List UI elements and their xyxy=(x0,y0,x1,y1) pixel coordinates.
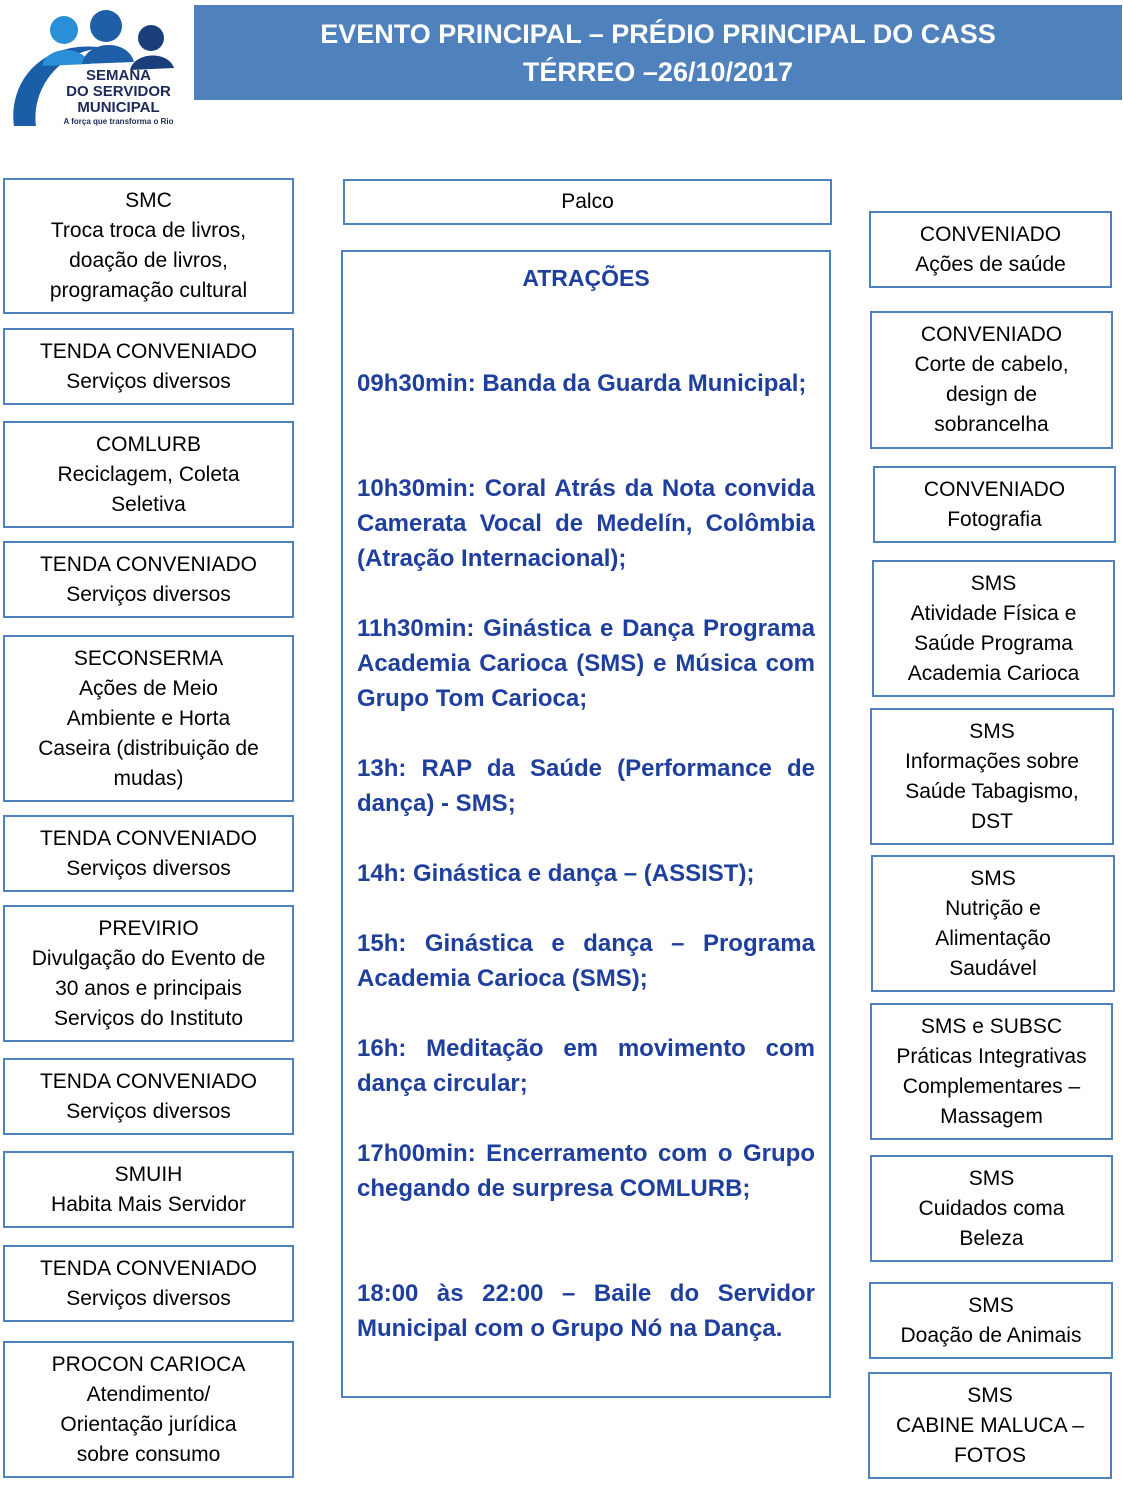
booth-line: Orientação jurídica xyxy=(60,1412,237,1436)
booth-title: CONVENIADO xyxy=(923,477,1066,501)
booth-sms-beleza xyxy=(870,1155,1113,1262)
booth-line: Caseira (distribuição de xyxy=(38,736,259,760)
booth-line: Fotografia xyxy=(947,507,1042,531)
booth-line: 30 anos e principais xyxy=(55,976,242,1000)
booth-line: Serviços do Instituto xyxy=(53,1006,244,1030)
booth-line: Serviços diversos xyxy=(66,1286,231,1310)
booth-line: Práticas Integrativas xyxy=(896,1044,1087,1068)
booth-line: FOTOS xyxy=(954,1443,1026,1467)
attraction-item: 16h: Meditação em movimento com dança circular; xyxy=(357,1035,815,1097)
header-banner xyxy=(194,5,1122,100)
booth-line: Divulgação do Evento de xyxy=(31,946,266,970)
booth-title: SMS e SUBSC xyxy=(920,1014,1063,1038)
booth-tenda-conveniado xyxy=(3,1058,294,1135)
attraction-item: 10h30min: Coral Atrás da Nota convida Camerata Vocal de Medelín, Colômbia (Atração Internacional); xyxy=(357,475,815,572)
booth-line: Saúde Programa xyxy=(914,631,1073,655)
header-title-line-1: EVENTO PRINCIPAL – PRÉDIO PRINCIPAL DO CASS xyxy=(320,18,996,49)
booth-conveniado-fotografia xyxy=(873,466,1116,543)
booth-line: Atividade Física e xyxy=(910,601,1077,625)
logo-line-1: SEMANA xyxy=(85,67,151,84)
booth-smc xyxy=(3,178,294,314)
booth-sms-tabagismo xyxy=(870,708,1114,845)
booth-tenda-conveniado xyxy=(3,815,294,892)
booth-tenda-conveniado xyxy=(3,1245,294,1322)
booth-line: Alimentação xyxy=(935,926,1051,950)
logo-text xyxy=(56,68,181,128)
booth-line: Troca troca de livros, xyxy=(50,219,247,242)
booth-conveniado-saude xyxy=(869,211,1112,288)
booth-line: Complementares – xyxy=(902,1074,1081,1098)
booth-line: CABINE MALUCA – xyxy=(896,1413,1084,1437)
booth-title: SMS xyxy=(970,866,1016,890)
attraction-item: 11h30min: Ginástica e Dança Programa Academia Carioca (SMS) e Música com Grupo Tom Carioca; xyxy=(357,615,815,712)
booth-title: SECONSERMA xyxy=(73,646,224,670)
booth-conveniado-cabelo xyxy=(870,311,1113,449)
booth-smuih xyxy=(3,1151,294,1228)
booth-line: Beleza xyxy=(959,1226,1024,1250)
booth-line: Massagem xyxy=(940,1104,1043,1128)
booth-line: Ambiente e Horta xyxy=(66,706,231,730)
attraction-item: 14h: Ginástica e dança – (ASSIST); xyxy=(357,860,755,887)
booth-title: SMS xyxy=(968,1293,1014,1317)
booth-title: SMS xyxy=(967,1383,1013,1407)
booth-line: Serviços diversos xyxy=(66,1099,231,1123)
logo-line-3: MUNICIPAL xyxy=(77,99,160,116)
booth-line: mudas) xyxy=(113,766,184,790)
booth-line: Saúde Tabagismo, xyxy=(905,779,1079,803)
attraction-item: 18:00 às 22:00 – Baile do Servidor Municipal com o Grupo Nó na Dança. xyxy=(357,1280,815,1342)
booth-line: sobre consumo xyxy=(76,1442,221,1466)
booth-title: CONVENIADO xyxy=(919,222,1062,246)
booth-title: SMC xyxy=(125,189,172,212)
logo-tagline: A força que transforma o Rio xyxy=(63,117,174,126)
booth-title: SMUIH xyxy=(114,1162,183,1186)
booth-tenda-conveniado xyxy=(3,328,294,405)
booth-line: Atendimento/ xyxy=(86,1382,211,1406)
booth-sms-atividade-fisica xyxy=(872,560,1115,697)
booth-tenda-conveniado xyxy=(3,541,294,618)
booth-title: TENDA CONVENIADO xyxy=(39,1069,258,1093)
booth-line: Serviços diversos xyxy=(66,369,231,393)
booth-line: Corte de cabelo, xyxy=(914,353,1069,376)
booth-title: COMLURB xyxy=(95,432,201,456)
booth-sms-nutricao xyxy=(871,855,1115,992)
booth-procon-carioca xyxy=(3,1341,294,1478)
booth-line: Ações de Meio xyxy=(79,676,218,700)
booth-sms-subsc xyxy=(870,1003,1113,1140)
booth-line: Habita Mais Servidor xyxy=(51,1192,246,1216)
booth-sms-animais xyxy=(869,1282,1113,1359)
booth-previrio xyxy=(3,905,294,1042)
booth-line: Saudável xyxy=(949,956,1037,980)
attractions-heading: ATRAÇÕES xyxy=(522,265,650,291)
logo-line-2: DO SERVIDOR xyxy=(66,83,171,100)
booth-title: TENDA CONVENIADO xyxy=(39,1256,258,1280)
attraction-item: 09h30min: Banda da Guarda Municipal; xyxy=(357,370,807,397)
booth-seconserma xyxy=(3,635,294,802)
booth-line: Doação de Animais xyxy=(900,1323,1082,1347)
stage-box xyxy=(343,179,832,225)
attraction-item: 13h: RAP da Saúde (Performance de dança) - SMS; xyxy=(357,755,815,817)
booth-line: Informações sobre xyxy=(905,749,1079,773)
booth-title: SMS xyxy=(968,1166,1015,1190)
booth-line: sobrancelha xyxy=(934,413,1049,436)
attraction-item: 17h00min: Encerramento com o Grupo chegando de surpresa COMLURB; xyxy=(357,1140,815,1202)
booth-line: Seletiva xyxy=(111,492,186,516)
booth-line: doação de livros, xyxy=(69,249,228,272)
booth-comlurb xyxy=(3,421,294,528)
booth-line: DST xyxy=(971,809,1013,833)
booth-line: Ações de saúde xyxy=(915,252,1066,276)
attractions-box xyxy=(341,250,831,1398)
booth-title: TENDA CONVENIADO xyxy=(39,552,258,576)
booth-title: SMS xyxy=(969,719,1015,743)
booth-line: programação cultural xyxy=(49,279,248,302)
booth-line: Serviços diversos xyxy=(66,582,231,606)
header-title-line-2: TÉRREO –26/10/2017 xyxy=(522,56,794,87)
booth-line: Cuidados coma xyxy=(918,1196,1065,1220)
booth-sms-cabine xyxy=(868,1372,1112,1479)
booth-line: design de xyxy=(945,383,1038,406)
booth-line: Nutrição e xyxy=(945,896,1041,920)
booth-title: TENDA CONVENIADO xyxy=(39,339,258,363)
booth-title: SMS xyxy=(970,571,1017,595)
booth-title: PREVIRIO xyxy=(98,916,199,940)
stage-label: Palco xyxy=(561,190,614,213)
booth-title: PROCON CARIOCA xyxy=(51,1352,246,1376)
event-logo xyxy=(6,8,186,138)
attraction-item: 15h: Ginástica e dança – Programa Academia Carioca (SMS); xyxy=(357,930,815,992)
booth-line: Academia Carioca xyxy=(907,661,1080,685)
booth-line: Reciclagem, Coleta xyxy=(57,462,240,486)
booth-title: CONVENIADO xyxy=(920,323,1063,346)
booth-title: TENDA CONVENIADO xyxy=(39,826,258,850)
booth-line: Serviços diversos xyxy=(66,856,231,880)
